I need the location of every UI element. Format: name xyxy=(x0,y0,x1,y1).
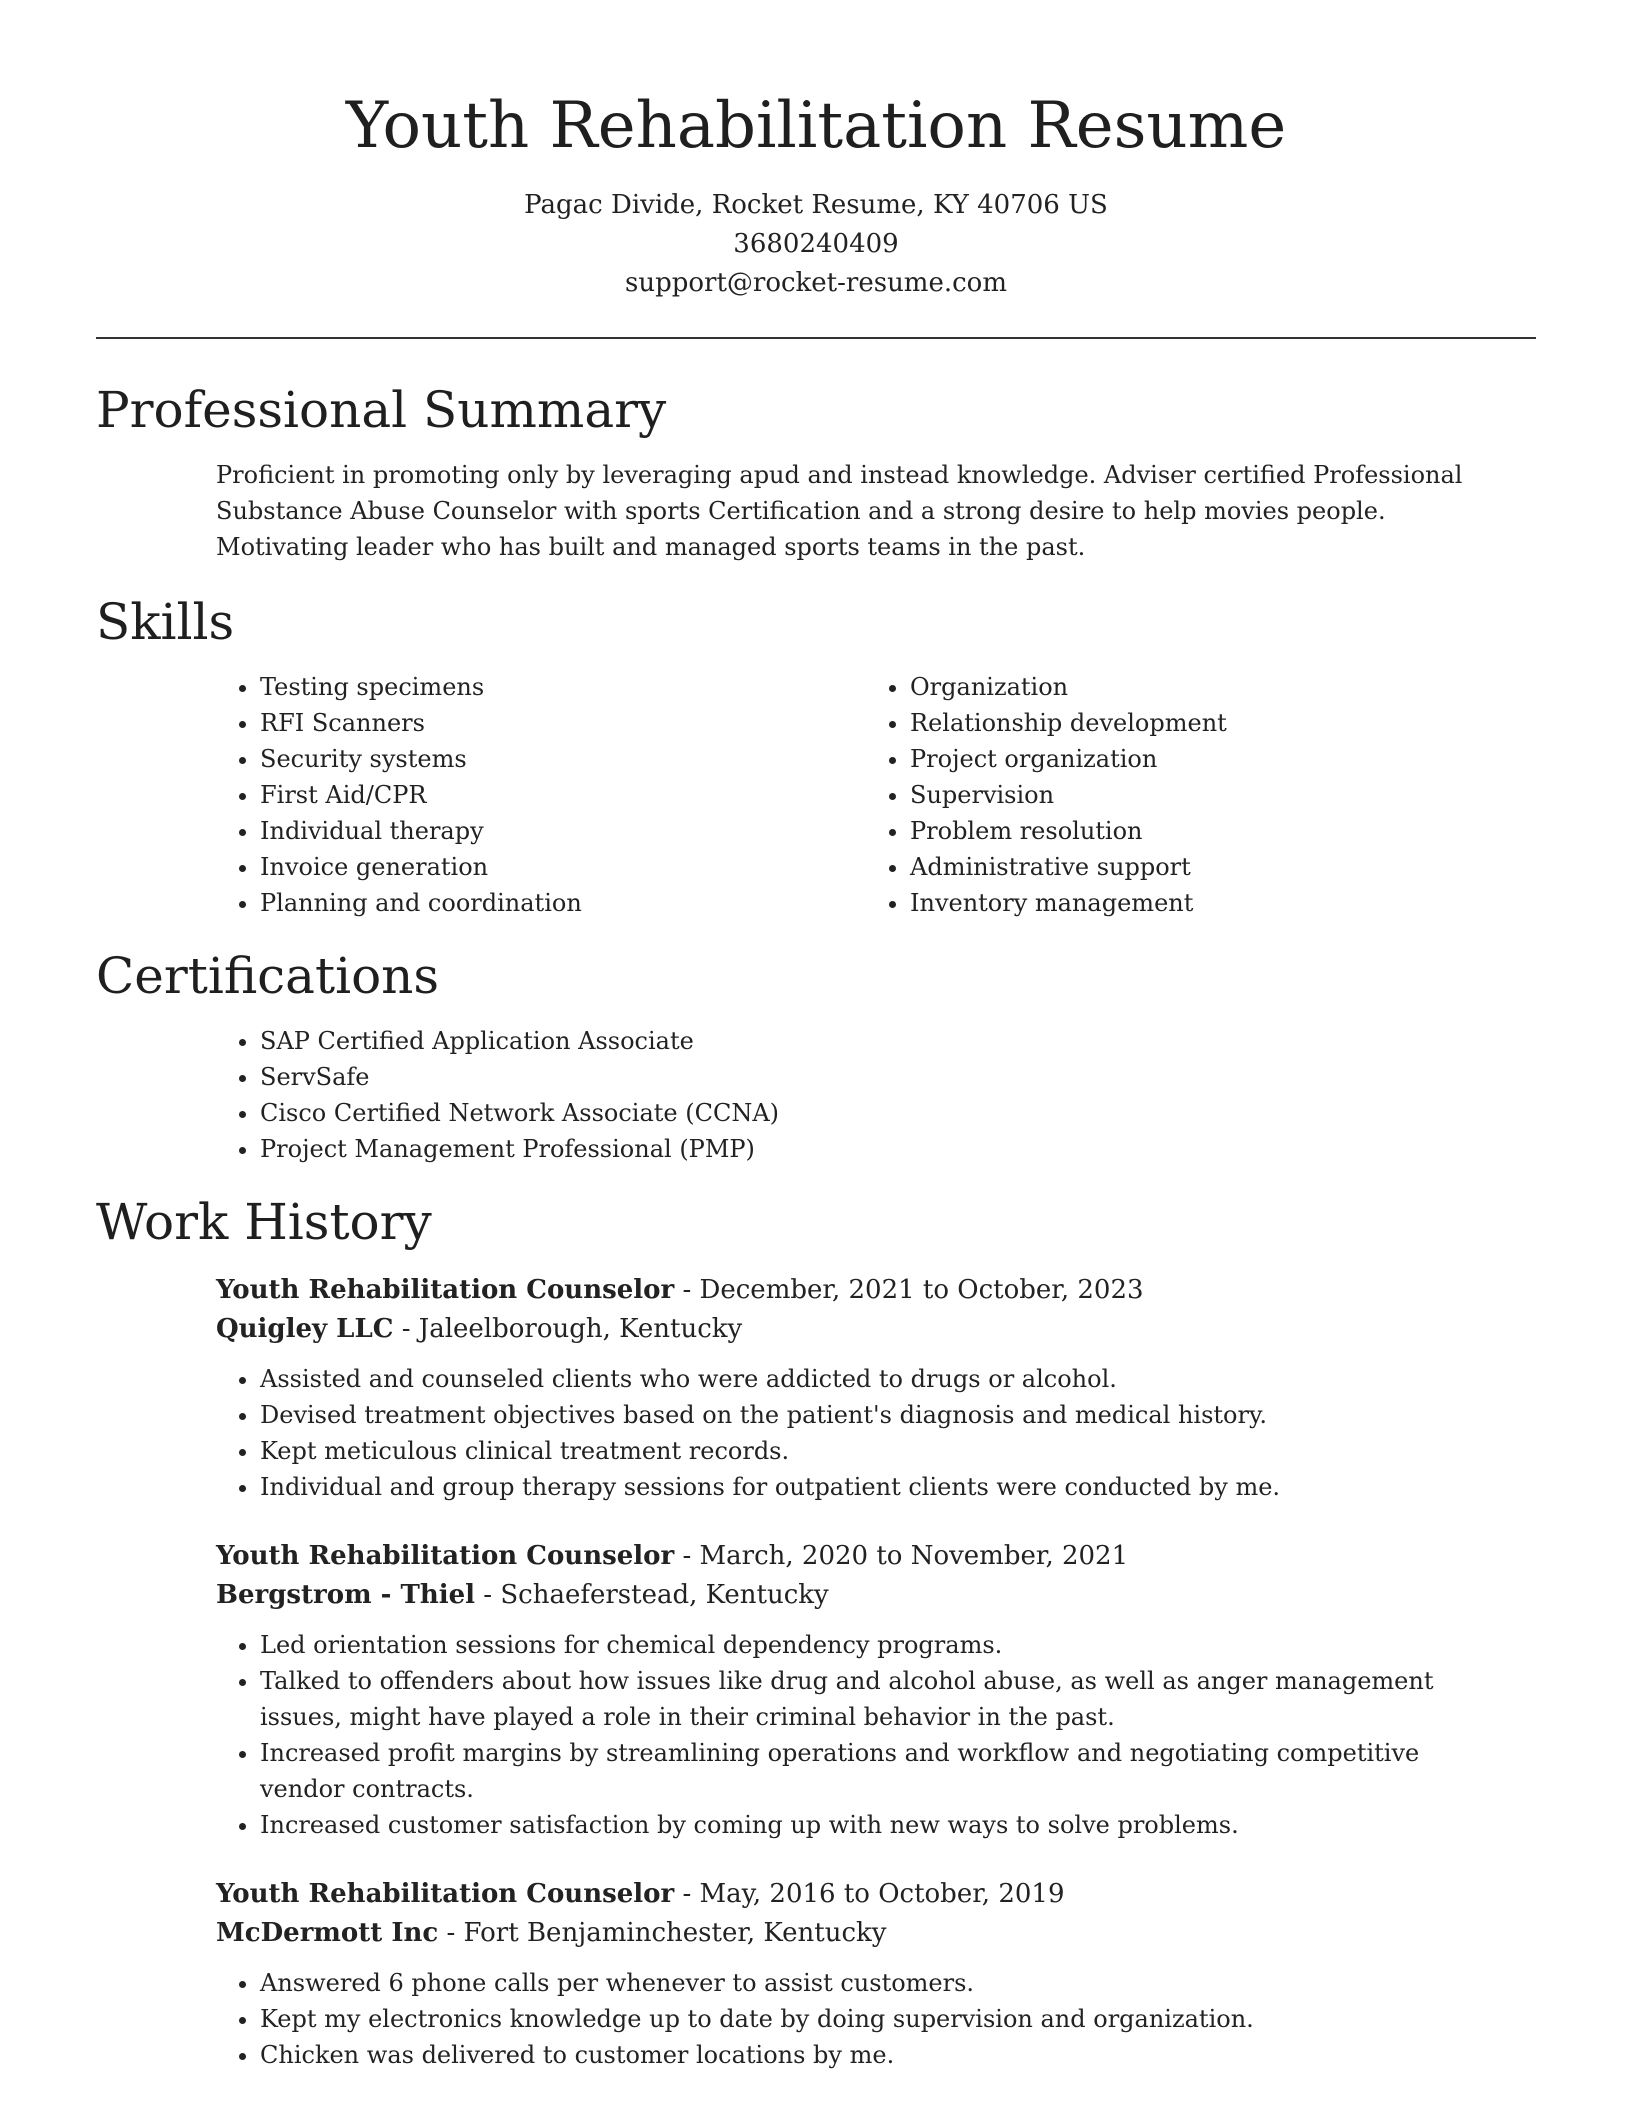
resume-header xyxy=(96,0,1536,303)
skill-item: • Planning and coordination xyxy=(260,885,866,921)
contact-phone: 3680240409 xyxy=(733,229,899,259)
summary-section xyxy=(96,375,1536,565)
resume-page xyxy=(96,0,1536,2073)
summary-text: Proficient in promoting only by leveraging apud and instead knowledge. Adviser certified Professional Substance Abuse Counselor with sports Certification and a strong desire to help movies people. Motivating leader who has built and managed sports teams in the past. xyxy=(216,461,1463,561)
skill-item: • Organization xyxy=(910,669,1516,705)
job-location: - Schaeferstead, Kentucky xyxy=(475,1580,829,1610)
work-history-section xyxy=(96,1187,1536,2073)
job-company: Bergstrom - Thiel xyxy=(216,1580,476,1610)
certification-item: • ServSafe xyxy=(260,1059,1496,1095)
job-company-line xyxy=(216,1914,1496,1953)
skills-title: Skills xyxy=(96,593,235,651)
contact-address: Pagac Divide, Rocket Resume, KY 40706 US xyxy=(524,190,1108,220)
skill-item: • Inventory management xyxy=(910,885,1516,921)
job-bullet: • Answered 6 phone calls per whenever to assist customers. xyxy=(260,1965,1496,2001)
job-role: Youth Rehabilitation Counselor xyxy=(216,1275,675,1305)
job-dates: - May, 2016 to October, 2019 xyxy=(674,1879,1065,1909)
job-company: McDermott Inc xyxy=(216,1918,439,1948)
job-company-line xyxy=(216,1576,1496,1615)
job-bullet: • Assisted and counseled clients who were addicted to drugs or alcohol. xyxy=(260,1361,1496,1397)
certification-item: • Cisco Certified Network Associate (CCNA) xyxy=(260,1095,1496,1131)
job-bullet: • Increased customer satisfaction by coming up with new ways to solve problems. xyxy=(260,1807,1496,1843)
job-role: Youth Rehabilitation Counselor xyxy=(216,1541,675,1571)
job-entry xyxy=(216,1271,1496,1505)
certification-item: • SAP Certified Application Associate xyxy=(260,1023,1496,1059)
job-bullet: • Increased profit margins by streamlining operations and workflow and negotiating competitive vendor contracts. xyxy=(260,1735,1496,1807)
job-company: Quigley LLC xyxy=(216,1314,394,1344)
job-entry xyxy=(216,1875,1496,2073)
resume-name: Youth Rehabilitation Resume xyxy=(345,89,1287,163)
skills-column-right xyxy=(866,669,1516,921)
job-dates: - December, 2021 to October, 2023 xyxy=(674,1275,1144,1305)
skills-column-left xyxy=(216,669,866,921)
job-dates: - March, 2020 to November, 2021 xyxy=(674,1541,1129,1571)
job-bullet: • Kept my electronics knowledge up to date by doing supervision and organization. xyxy=(260,2001,1496,2037)
skill-item: • Security systems xyxy=(260,741,866,777)
skill-item: • Project organization xyxy=(910,741,1516,777)
job-bullet: • Chicken was delivered to customer locations by me. xyxy=(260,2037,1496,2073)
job-bullet: • Talked to offenders about how issues like drug and alcohol abuse, as well as anger management issues, might have played a role in their criminal behavior in the past. xyxy=(260,1663,1496,1735)
certification-item: • Project Management Professional (PMP) xyxy=(260,1131,1496,1167)
skill-item: • Individual therapy xyxy=(260,813,866,849)
skills-section xyxy=(96,587,1536,921)
skill-item: • First Aid/CPR xyxy=(260,777,866,813)
skill-item: • Testing specimens xyxy=(260,669,866,705)
contact-email: support@rocket-resume.com xyxy=(624,268,1007,298)
skill-item: • Invoice generation xyxy=(260,849,866,885)
certifications-section xyxy=(96,941,1536,1167)
job-bullet: • Kept meticulous clinical treatment records. xyxy=(260,1433,1496,1469)
job-company-line xyxy=(216,1310,1496,1349)
skill-item: • Administrative support xyxy=(910,849,1516,885)
job-location: - Jaleelborough, Kentucky xyxy=(393,1314,743,1344)
job-role: Youth Rehabilitation Counselor xyxy=(216,1879,675,1909)
job-bullet: • Individual and group therapy sessions for outpatient clients were conducted by me. xyxy=(260,1469,1496,1505)
summary-title: Professional Summary xyxy=(96,381,667,439)
skill-item: • Problem resolution xyxy=(910,813,1516,849)
job-location: - Fort Benjaminchester, Kentucky xyxy=(438,1918,887,1948)
job-bullet: • Led orientation sessions for chemical dependency programs. xyxy=(260,1627,1496,1663)
job-title-line xyxy=(216,1875,1496,1914)
job-entry xyxy=(216,1537,1496,1843)
header-divider xyxy=(96,337,1536,339)
job-bullet: • Devised treatment objectives based on the patient's diagnosis and medical history. xyxy=(260,1397,1496,1433)
work-history-title: Work History xyxy=(96,1193,432,1251)
skill-item: • Supervision xyxy=(910,777,1516,813)
certifications-title: Certifications xyxy=(96,947,440,1005)
skill-item: • RFI Scanners xyxy=(260,705,866,741)
job-title-line xyxy=(216,1271,1496,1310)
job-title-line xyxy=(216,1537,1496,1576)
skill-item: • Relationship development xyxy=(910,705,1516,741)
